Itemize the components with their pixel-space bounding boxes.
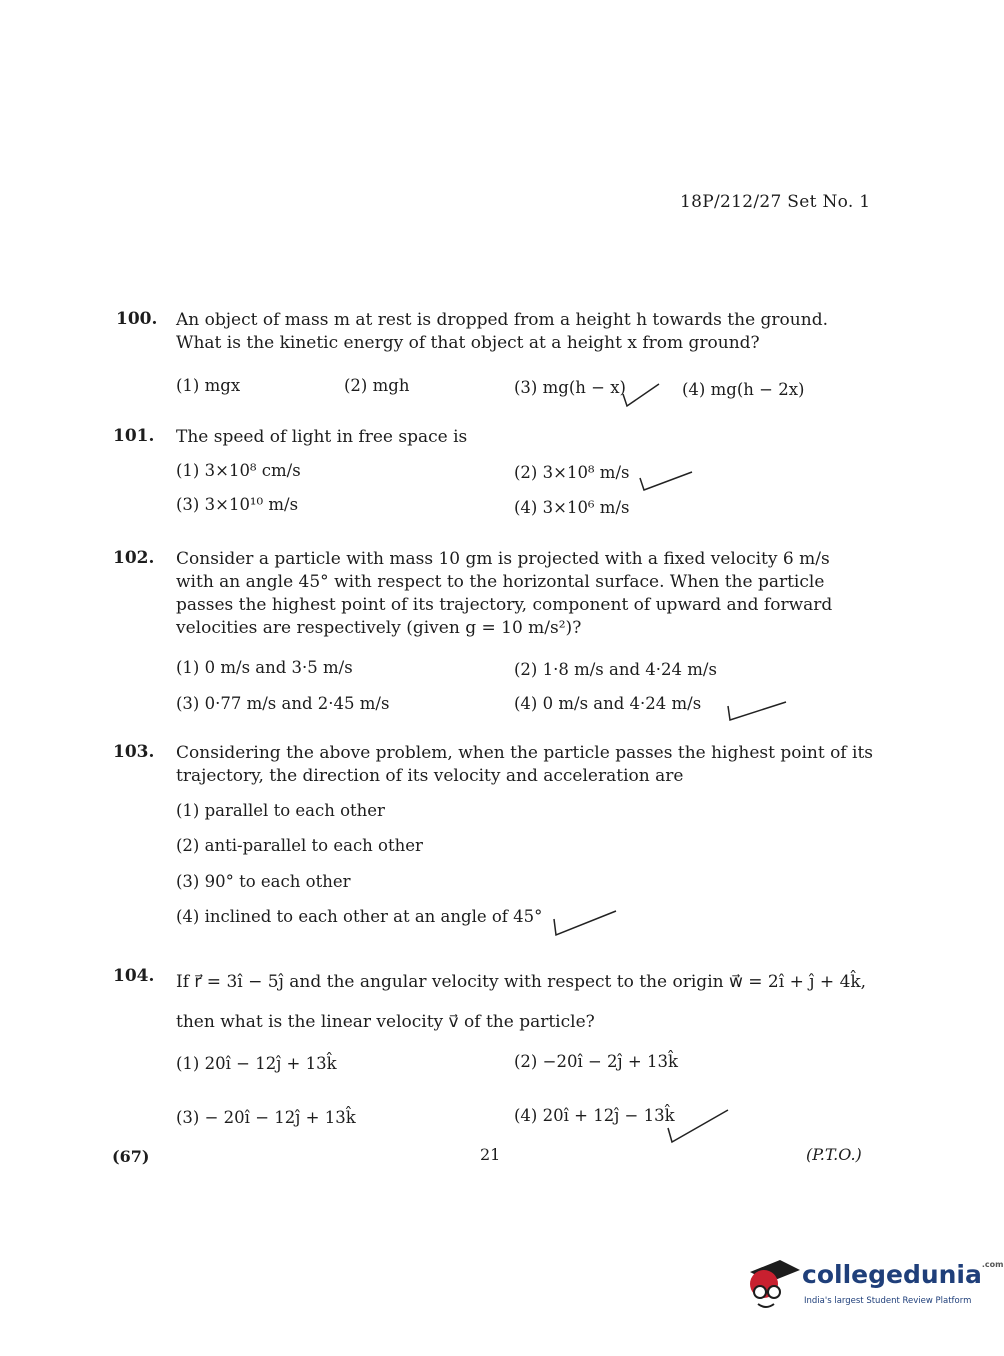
question-number: 100. (116, 309, 158, 329)
pto-note: (P.T.O.) (806, 1145, 862, 1164)
question-number: 102. (113, 548, 155, 568)
option: (2) mgh (344, 376, 410, 395)
option: (2) −20î − 2ĵ + 13k̂ (514, 1052, 678, 1071)
handwritten-tick-icon (636, 466, 698, 496)
paper-code: 18P/212/27 Set No. 1 (680, 192, 871, 212)
question-text: Considering the above problem, when the particle passes the highest point of its trajectory, the direction of its velocity and acceleration are (176, 743, 873, 786)
question-text: Consider a particle with mass 10 gm is projected with a fixed velocity 6 m/s with an angle 45° with respect to the horizontal surface. When the particle passes the highest point of its trajectory, component of upward and forward velocities are respectively (given g = 10 m/s²)? (176, 549, 833, 638)
option: (4) 20î + 12ĵ − 13k̂ (514, 1106, 675, 1125)
handwritten-tick-icon (552, 905, 622, 941)
footer-code: (67) (112, 1147, 150, 1166)
option: (2) 3×10⁸ m/s (514, 463, 630, 482)
handwritten-tick-icon (615, 380, 665, 412)
question-number: 103. (113, 742, 155, 762)
question-text: If r⃗ = 3î − 5ĵ and the angular velocity with respect to the origin w⃗ = 2î + ĵ + 4k̂, then what is the linear velocity v⃗ of the particle? (176, 972, 867, 1032)
logo-tagline: India's largest Student Review Platform (804, 1296, 972, 1306)
option: (3) mg(h − x) (514, 378, 626, 397)
option: (2) 1·8 m/s and 4·24 m/s (514, 660, 717, 679)
option: (4) inclined to each other at an angle of 45° (176, 907, 543, 926)
question-number: 104. (113, 966, 155, 986)
option: (3) 90° to each other (176, 872, 351, 891)
page-number: 21 (480, 1145, 501, 1164)
question-number: 101. (113, 426, 155, 446)
option: (1) parallel to each other (176, 801, 385, 820)
option: (3) − 20î − 12ĵ + 13k̂ (176, 1108, 356, 1127)
collegedunia-logo (740, 1252, 1004, 1314)
logo-dotcom: .com (981, 1260, 1004, 1269)
option: (2) anti-parallel to each other (176, 836, 423, 855)
handwritten-tick-icon (664, 1102, 734, 1148)
option: (3) 3×10¹⁰ m/s (176, 495, 299, 514)
question-text: The speed of light in free space is (176, 427, 468, 447)
handwritten-tick-icon (724, 696, 794, 726)
option: (3) 0·77 m/s and 2·45 m/s (176, 694, 390, 713)
option: (1) mgx (176, 376, 241, 395)
option: (1) 3×10⁸ cm/s (176, 461, 301, 480)
mascot-icon (740, 1252, 804, 1314)
option: (1) 20î − 12ĵ + 13k̂ (176, 1054, 337, 1073)
question-text: An object of mass m at rest is dropped from a height h towards the ground. What is the kinetic energy of that object at a height x from ground? (176, 310, 828, 353)
option: (1) 0 m/s and 3·5 m/s (176, 658, 353, 677)
option: (4) 0 m/s and 4·24 m/s (514, 694, 702, 713)
logo-wordmark: collegedunia (802, 1260, 982, 1289)
option: (4) mg(h − 2x) (682, 380, 805, 399)
option: (4) 3×10⁶ m/s (514, 498, 630, 517)
